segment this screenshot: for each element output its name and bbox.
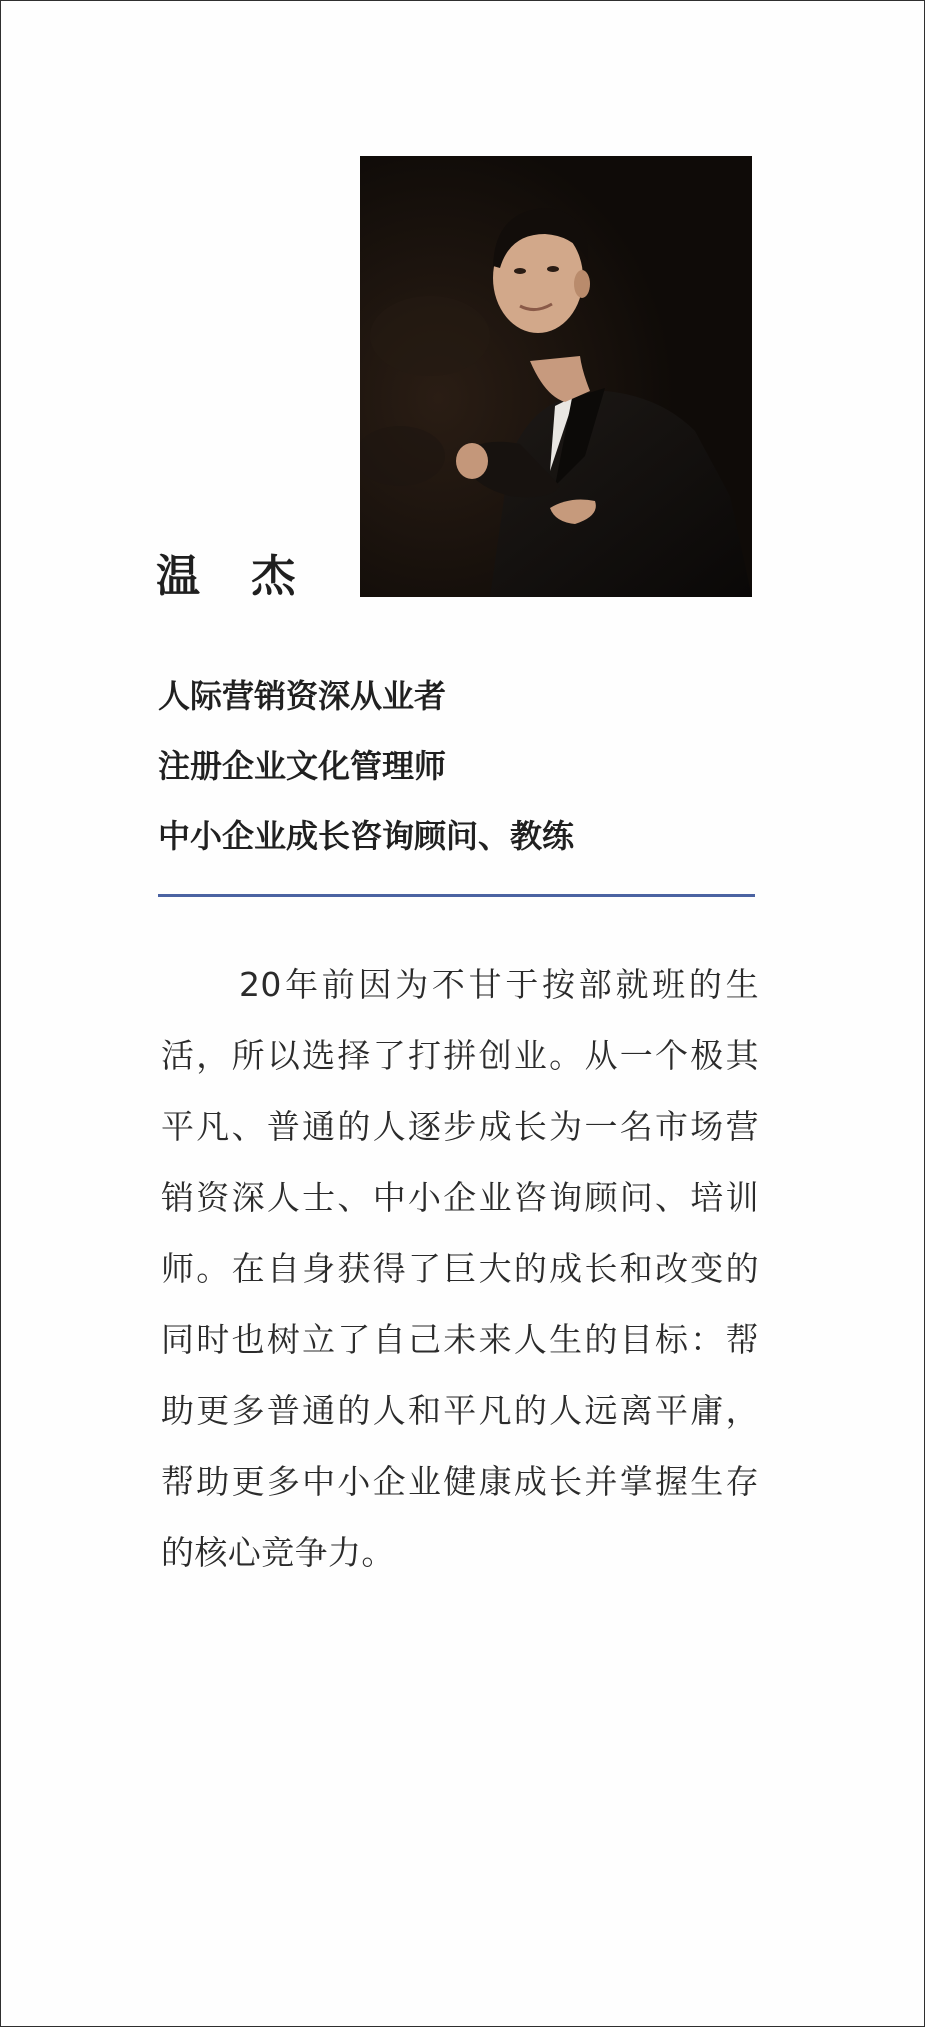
- author-title-line: 注册企业文化管理师: [158, 747, 447, 785]
- author-bio-paragraph: 20年前因为不甘于按部就班的生活，所以选择了打拼创业。从一个极其平凡、普通的人逐步成长为一名市场营销资深人士、中小企业咨询顾问、培训师。在自身获得了巨大的成长和改变的同时也树立了自己未来人生的目标：帮助更多普通的人和平凡的人远离平庸，帮助更多中小企业健康成长并掌握生存的核心竞争力。: [161, 965, 759, 1572]
- section-divider: [158, 894, 755, 897]
- author-titles-list: [158, 676, 778, 886]
- author-title-line: 人际营销资深从业者: [158, 677, 447, 715]
- author-name: 温 杰: [156, 551, 314, 602]
- author-title-line: 中小企业成长咨询顾问、教练: [158, 817, 575, 855]
- author-portrait-photo: [360, 156, 752, 597]
- portrait-illustration: [360, 156, 752, 597]
